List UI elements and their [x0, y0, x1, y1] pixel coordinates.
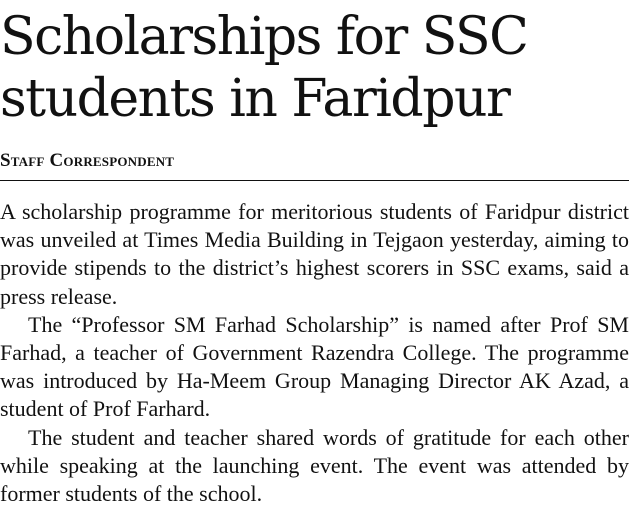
article-headline: Scholarships for SSC students in Faridpur: [0, 7, 528, 129]
article-paragraph-2: The “Professor SM Farhad Scholarship” is named after Prof SM Farhad, a teacher of Government Razendra College. The programme was introduced by Ha-Meem Group Managing Director AK Azad, a student of Prof Farhard.: [0, 311, 629, 422]
article-paragraph-3: The student and teacher shared words of gratitude for each other while speaking at the launching event. The event was attended by former students of the school.: [0, 424, 629, 507]
article-body: [0, 198, 629, 508]
article-byline: Staff Correspondent: [0, 150, 175, 171]
article-paragraph-1: A scholarship programme for meritorious students of Faridpur district was unveiled at Times Media Building in Tejgaon yesterday, aiming to provide stipends to the district’s highest scorers in SSC exams, said a press release.: [0, 199, 629, 309]
byline-divider: [0, 180, 629, 181]
